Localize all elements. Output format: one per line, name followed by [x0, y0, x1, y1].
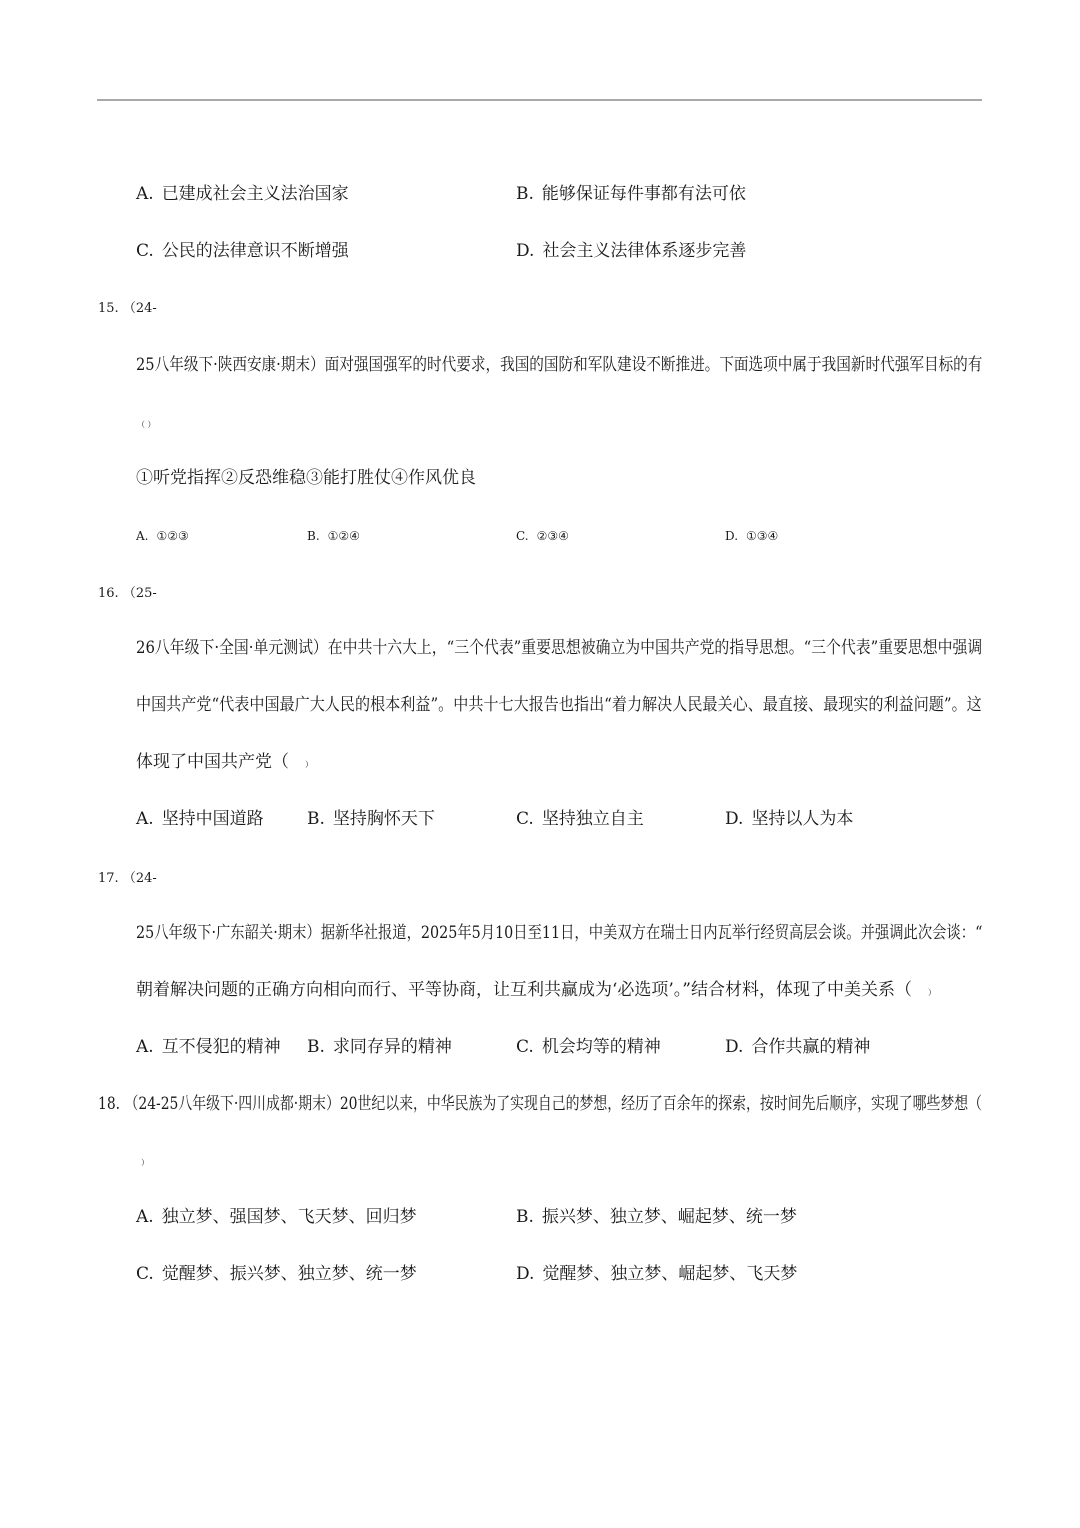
q18-option-b [516, 1209, 797, 1226]
option-text: 振兴梦、独立梦、崛起梦、统一梦 [541, 1207, 797, 1227]
option-text: 机会均等的精神 [541, 1037, 661, 1057]
q15-stem-line1: 25八年级下·陕西安康·期末）面对强国强军的时代要求，我国的国防和军队建设不断推进。下面选项中属于我国新时代强军目标的有 [136, 355, 983, 375]
option-letter: D. [725, 809, 744, 829]
q15-statements: ①听党指挥②反恐维稳③能打胜仗④作风优良 [136, 468, 476, 488]
q18-stem-line1 [98, 1096, 982, 1113]
q16-header [98, 587, 157, 600]
q16-option-c [516, 811, 644, 828]
option-text: ②③④ [536, 529, 569, 543]
q14-option-d [516, 243, 746, 260]
question-number: 17. [98, 871, 119, 886]
option-text: ①③④ [746, 529, 779, 543]
option-text: 坚持胸怀天下 [332, 809, 435, 829]
header-rule [97, 99, 982, 101]
option-letter: B. [516, 1207, 534, 1227]
option-letter: B. [307, 809, 325, 829]
option-letter: B. [307, 529, 320, 543]
option-text: 坚持中国道路 [161, 809, 264, 829]
q15-answer-paren: （ ） [137, 420, 156, 429]
q18-option-d [516, 1266, 797, 1283]
option-text: 合作共赢的精神 [751, 1037, 871, 1057]
q17-stem-line2 [136, 982, 936, 999]
option-letter: C. [136, 1264, 154, 1284]
option-text: 觉醒梦、振兴梦、独立梦、统一梦 [161, 1264, 417, 1284]
q16-option-b [307, 811, 435, 828]
q14-option-a [136, 186, 349, 203]
option-letter: A. [136, 809, 154, 829]
option-letter: A. [136, 184, 154, 204]
question-source-start: （24- [122, 301, 157, 316]
q16-stem-line1: 26八年级下·全国·单元测试）在中共十六大上，“三个代表”重要思想被确立为中国共产党的指导思想。“三个代表”重要思想中强调 [136, 638, 983, 658]
q14-option-b [516, 186, 746, 203]
q15-option-a [136, 530, 189, 542]
stem-text: （24-25八年级下·四川成都·期末）20世纪以来，中华民族为了实现自己的梦想，经历了百余年的探索，按时间先后顺序，实现了哪些梦想（ [124, 1094, 982, 1114]
q18-option-c [136, 1266, 417, 1283]
option-text: 觉醒梦、独立梦、崛起梦、飞天梦 [542, 1264, 798, 1284]
question-number: 18. [98, 1094, 121, 1114]
q15-option-d [725, 530, 778, 542]
question-number: 15. [98, 301, 119, 316]
option-letter: B. [516, 184, 534, 204]
option-letter: D. [725, 1037, 744, 1057]
question-source-start: （24- [122, 871, 157, 886]
q17-option-a [136, 1039, 281, 1056]
q17-option-b [307, 1039, 452, 1056]
q17-header [98, 872, 157, 885]
option-text: 社会主义法律体系逐步完善 [542, 241, 747, 261]
option-text: 已建成社会主义法治国家 [161, 184, 349, 204]
option-text: 公民的法律意识不断增强 [161, 241, 349, 261]
option-text: 坚持以人为本 [751, 809, 854, 829]
answer-paren-close: ） [305, 760, 313, 769]
q17-option-c [516, 1039, 661, 1056]
option-text: 能够保证每件事都有法可依 [541, 184, 746, 204]
option-letter: A. [136, 529, 149, 543]
q16-option-d [725, 811, 853, 828]
option-text: 坚持独立自主 [541, 809, 644, 829]
option-text: 互不侵犯的精神 [161, 1037, 281, 1057]
q14-option-c [136, 243, 349, 260]
q16-stem-line3 [136, 754, 313, 771]
option-letter: B. [307, 1037, 325, 1057]
question-source-start: （25- [122, 586, 157, 601]
option-letter: D. [516, 241, 535, 261]
option-letter: C. [516, 529, 529, 543]
q15-header [98, 302, 157, 315]
option-text: 求同存异的精神 [332, 1037, 452, 1057]
option-letter: A. [136, 1207, 154, 1227]
q15-option-c [516, 530, 569, 542]
q16-option-a [136, 811, 264, 828]
q17-stem-line1: 25八年级下·广东韶关·期末）据新华社报道，2025年5月10日至11日，中美双方在瑞士日内瓦举行经贸高层会谈。并强调此次会谈：“ [136, 923, 983, 943]
answer-paren-close: ） [928, 988, 936, 997]
option-text: ①②③ [156, 529, 189, 543]
option-letter: C. [516, 809, 534, 829]
q17-option-d [725, 1039, 870, 1056]
option-letter: D. [725, 529, 739, 543]
option-text: 独立梦、强国梦、飞天梦、回归梦 [161, 1207, 417, 1227]
option-letter: C. [136, 241, 154, 261]
stem-text: 朝着解决问题的正确方向相向而行、平等协商，让互利共赢成为‘必选项’。”结合材料，体现了中美关系（ [136, 980, 912, 1000]
question-number: 16. [98, 586, 119, 601]
q16-stem-line2: 中国共产党“代表中国最广大人民的根本利益”。中共十七大报告也指出“着力解决人民最关心、最直接、最现实的利益问题”。这 [136, 695, 982, 715]
stem-text: 体现了中国共产党（ [136, 752, 289, 772]
option-letter: C. [516, 1037, 534, 1057]
q18-option-a [136, 1209, 417, 1226]
option-text: ①②④ [327, 529, 360, 543]
q18-answer-paren-close: ） [141, 1158, 149, 1167]
option-letter: D. [516, 1264, 535, 1284]
q15-option-b [307, 530, 360, 542]
option-letter: A. [136, 1037, 154, 1057]
